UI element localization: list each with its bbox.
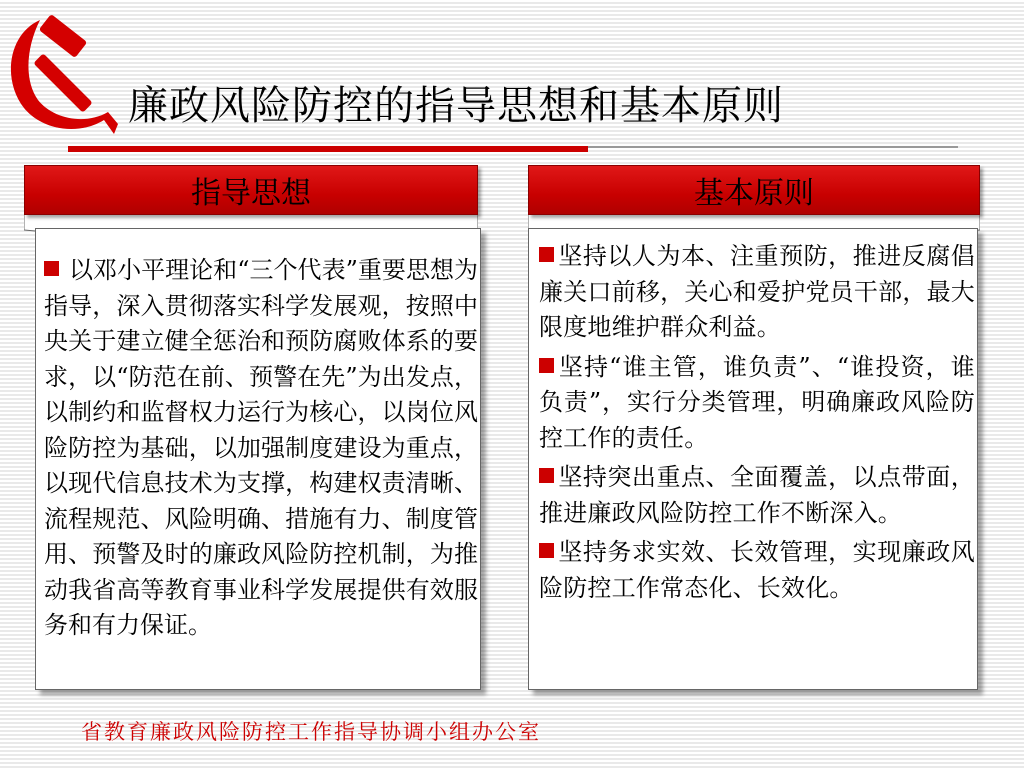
slide-title: 廉政风险防控的指导思想和基本原则 (128, 83, 784, 129)
guiding-ideology-heading: 指导思想 (191, 176, 311, 211)
basic-principles-panel (528, 228, 978, 690)
principle-item (539, 535, 975, 606)
hammer-sickle-emblem-icon (0, 14, 118, 136)
bullet-square-icon (539, 468, 554, 483)
bullet-square-icon (44, 261, 59, 276)
principle-text: 坚持“谁主管，谁负责”、“谁投资，谁负责”，实行分类管理，明确廉政风险防控工作的责任。 (539, 352, 975, 452)
principle-text: 坚持务求实效、长效管理，实现廉政风险防控工作常态化、长效化。 (539, 538, 975, 602)
bullet-square-icon (539, 358, 554, 373)
title-accent-bar (68, 146, 588, 152)
principle-item (539, 350, 975, 457)
basic-principles-heading: 基本原则 (694, 176, 814, 211)
principle-item (539, 239, 975, 346)
footer-office-name: 省教育廉政风险防控工作指导协调小组办公室 (81, 720, 541, 744)
guiding-ideology-paragraph: 以邓小平理论和“三个代表”重要思想为指导，深入贯彻落实科学发展观，按照中央关于建立健全惩治和预防腐败体系的要求，以“防范在前、预警在先”为出发点，以制约和监督权力运行为核心，以岗位风险防控为基础，以加强制度建设为重点，以现代信息技术为支撑，构建权责清晰、流程规范、风险明确、措施有力、制度管用、预警及时的廉政风险防控机制，为推动我省高等教育事业科学发展提供有效服务和有力保证。 (44, 256, 478, 639)
guiding-ideology-text (44, 253, 478, 644)
guiding-ideology-header (24, 165, 478, 215)
bullet-square-icon (539, 543, 554, 558)
principle-text: 坚持突出重点、全面覆盖，以点带面，推进廉政风险防控工作不断深入。 (539, 463, 975, 527)
bullet-square-icon (539, 247, 554, 262)
guiding-ideology-panel (35, 228, 481, 690)
principle-text: 坚持以人为本、注重预防，推进反腐倡廉关口前移，关心和爱护党员干部，最大限度地维护群众利益。 (539, 242, 975, 341)
basic-principles-header (528, 165, 980, 215)
principle-item (539, 460, 975, 531)
